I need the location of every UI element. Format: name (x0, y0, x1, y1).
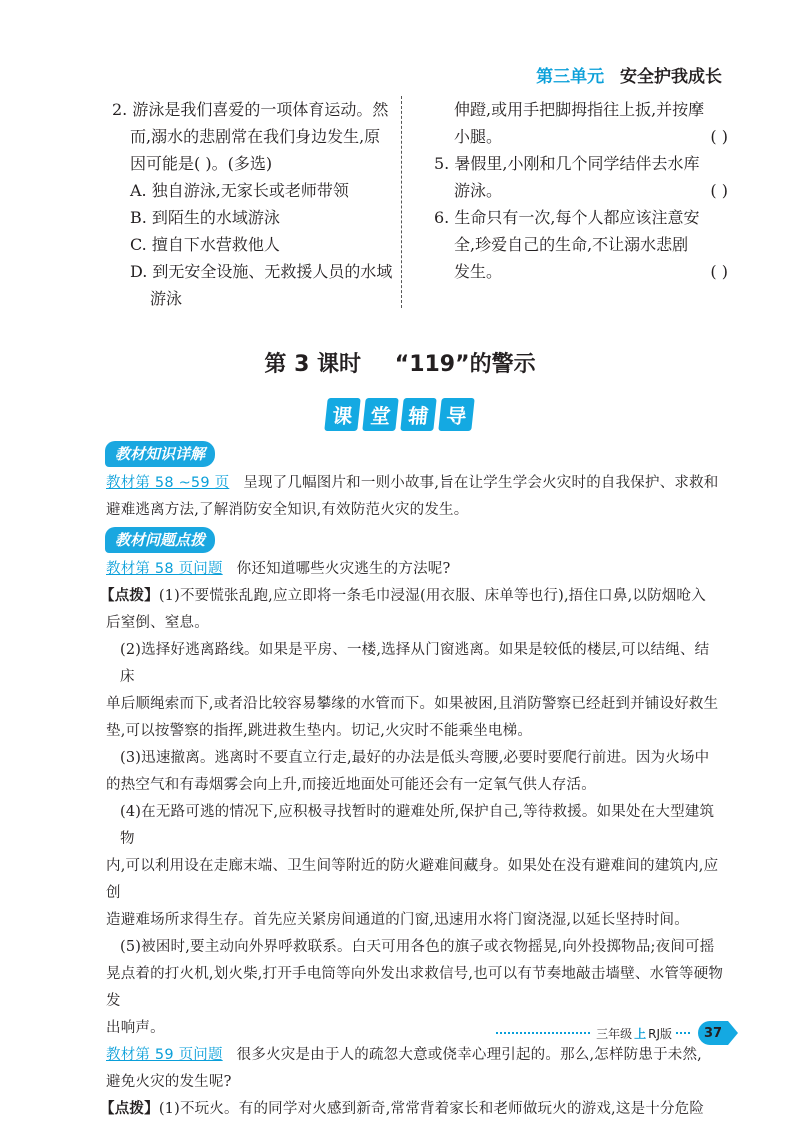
answer-line: (1)不玩火。有的同学对火感到新奇,常常背着家长和老师做玩火的游戏,这是十分危险 (158, 1101, 705, 1117)
page-footer (496, 1021, 728, 1045)
right-line: 全,珍爱自己的生命,不让溺水悲剧 (454, 235, 689, 254)
unit-header (536, 62, 722, 87)
tip-label: 【点拨】 (100, 1101, 159, 1117)
banner-char: 课 (324, 398, 360, 431)
footer-dots (496, 1032, 590, 1034)
right-line (418, 123, 728, 150)
answer-line: (1)不要慌张乱跑,应立即将一条毛巾浸湿(用衣服、床单等也行),捂住口鼻,以防烟呛入 (158, 588, 706, 604)
left-line: 游泳 (150, 289, 183, 308)
answer-line: (3)迅速撤离。逃离时不要直立行走,最好的办法是低头弯腰,必要时要爬行前进。因为火场中 (120, 750, 710, 766)
lesson-name: “119”的警示 (394, 352, 536, 377)
answer-line: 晃点着的打火机,划火柴,打开手电筒等向外发出求救信号,也可以有节奏地敲击墙壁、水管等硬物发 (106, 966, 724, 1009)
right-line-text: 发生。 (454, 262, 503, 281)
banner-char: 堂 (362, 398, 398, 431)
section-banner (326, 398, 473, 431)
textbook-ref: 教材第 59 页问题 (106, 1047, 223, 1063)
question-text: 你还知道哪些火灾逃生的方法呢? (236, 561, 451, 577)
right-line: 伸蹬,或用手把脚拇指往上扳,并按摩 (454, 100, 705, 119)
right-column (418, 96, 728, 285)
right-line-text: 游泳。 (454, 181, 503, 200)
option-b: B. 到陌生的水域游泳 (130, 208, 280, 227)
column-divider (401, 96, 402, 308)
answer-line: 垫,可以按警察的指挥,跳进救生垫内。切记,火灾时不能乘坐电梯。 (106, 723, 533, 739)
answer-line: 后窒倒、窒息。 (106, 615, 209, 631)
edition-label: RJ版 (648, 1026, 672, 1041)
knowledge-text: 避难逃离方法,了解消防安全知识,有效防范火灾的发生。 (106, 502, 469, 518)
tip-label: 【点拨】 (100, 588, 159, 604)
left-line: 因可能是( )。(多选) (130, 154, 273, 173)
knowledge-paragraph (106, 470, 724, 524)
question-text: 很多火灾是由于人的疏忽大意或侥幸心理引起的。那么,怎样防患于未然, (236, 1047, 702, 1063)
footer-dots (676, 1032, 690, 1034)
option-c: C. 擅自下水营救他人 (130, 235, 280, 254)
question-5: 5. 暑假里,小刚和几个同学结伴去水库 (434, 154, 700, 173)
knowledge-text: 呈现了几幅图片和一则小故事,旨在让学生学会火灾时的自我保护、求救和 (243, 475, 719, 491)
answer-line: (5)被困时,要主动向外界呼救联系。白天可用各色的旗子或衣物摇晃,向外投掷物品;夜间可摇 (120, 939, 715, 955)
unit-title: 安全护我成长 (620, 67, 722, 87)
lesson-number: 第 3 课时 (264, 352, 362, 377)
answer-line: 内,可以利用设在走廊末端、卫生间等附近的防火避难间藏身。如果处在没有避难间的建筑内,应创 (106, 858, 719, 901)
section-tag-knowledge: 教材知识详解 (105, 441, 215, 467)
question-text: 避免火灾的发生呢? (106, 1074, 232, 1090)
answer-line: 出响声。 (106, 1020, 165, 1036)
lesson-title (0, 347, 800, 378)
textbook-ref: 教材第 58 页问题 (106, 561, 223, 577)
question-6: 6. 生命只有一次,每个人都应该注意安 (434, 208, 700, 227)
option-a: A. 独自游泳,无家长或老师带领 (130, 181, 349, 200)
textbook-ref: 教材第 58 ~59 页 (106, 475, 230, 491)
right-line (418, 177, 728, 204)
left-column (112, 96, 397, 312)
banner-char: 辅 (400, 398, 436, 431)
unit-label: 第三单元 (536, 67, 605, 87)
grade-label: 三年级 (596, 1026, 633, 1041)
answer-paren: ( ) (710, 262, 728, 281)
section-tag-questions: 教材问题点拨 (105, 527, 215, 553)
answer-paren: ( ) (710, 127, 728, 146)
left-line: 而,溺水的悲剧常在我们身边发生,原 (130, 127, 381, 146)
right-line (418, 258, 728, 285)
answer-line: (2)选择好逃离路线。如果是平房、一楼,选择从门窗逃离。如果是较低的楼层,可以结绳、结床 (120, 642, 710, 685)
page-number: 37 (698, 1021, 728, 1045)
option-d: D. 到无安全设施、无救援人员的水域 (130, 262, 393, 281)
answer-line: 的热空气和有毒烟雾会向上升,而接近地面处可能还会有一定氧气供人存活。 (106, 777, 596, 793)
term-label: 上 (634, 1026, 647, 1041)
answer-line: (4)在无路可逃的情况下,应积极寻找暂时的避难处所,保护自己,等待救援。如果处在大型建筑物 (120, 804, 715, 847)
left-line: 2. 游泳是我们喜爱的一项体育运动。然 (112, 100, 389, 119)
banner-char: 导 (438, 398, 474, 431)
answer-line: 单后顺绳索而下,或者沿比较容易攀缘的水管而下。如果被困,且消防警察已经赶到并铺设好救生 (106, 696, 719, 712)
answer-paren: ( ) (710, 181, 728, 200)
answer-line: 造避难场所求得生存。首先应关紧房间通道的门窗,迅速用水将门窗浇湿,以延长坚持时间。 (106, 912, 689, 928)
right-line-text: 小腿。 (454, 127, 503, 146)
